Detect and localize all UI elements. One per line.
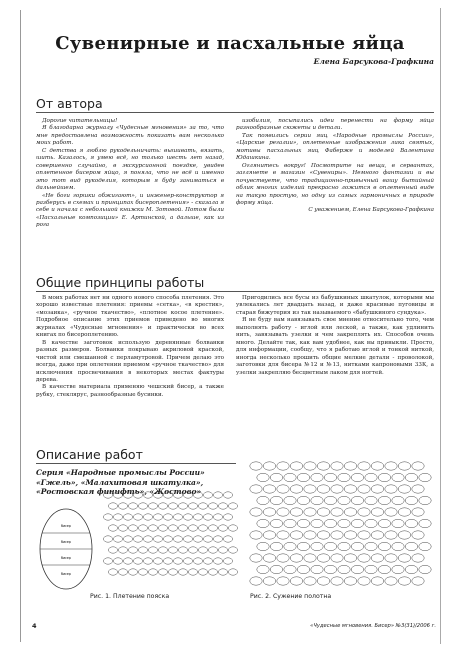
bead bbox=[290, 485, 302, 493]
bead bbox=[250, 577, 262, 585]
bead bbox=[311, 473, 323, 481]
bead bbox=[228, 547, 237, 553]
bead bbox=[213, 536, 222, 542]
bead bbox=[358, 508, 370, 516]
bead bbox=[263, 554, 275, 562]
bead bbox=[178, 525, 187, 531]
bead bbox=[218, 547, 227, 553]
bead bbox=[118, 547, 127, 553]
bead bbox=[331, 508, 343, 516]
bead bbox=[344, 462, 356, 470]
bead bbox=[173, 536, 182, 542]
bead bbox=[284, 542, 296, 550]
bead bbox=[257, 473, 269, 481]
bead bbox=[223, 514, 232, 520]
bead bbox=[257, 496, 269, 504]
bead bbox=[311, 496, 323, 504]
bead bbox=[392, 473, 404, 481]
bead bbox=[193, 558, 202, 564]
bead bbox=[198, 503, 207, 509]
article-title: Сувенирные и пасхальные яйца bbox=[55, 33, 405, 54]
bead bbox=[223, 492, 232, 498]
bead bbox=[203, 514, 212, 520]
paragraph: В качестве материала применяю чешский бисер, а также рубку, стеклярус, разнообразные бусинки. bbox=[36, 384, 224, 398]
bead bbox=[290, 577, 302, 585]
bead bbox=[158, 503, 167, 509]
bead bbox=[378, 565, 390, 573]
bead bbox=[203, 558, 212, 564]
paragraph: В качестве заготовок использую деревянные болванки разных размеров. Болванки покрываю акриловой краской, чистой или смешанной с перламутровой. Причем делаю это всегда, даже при оплетении приемом «ручное ткачество» для исключения просвечивания в некоторых местах фактуры дерева. bbox=[36, 339, 224, 383]
bead bbox=[113, 514, 122, 520]
bead bbox=[173, 492, 182, 498]
bead bbox=[358, 485, 370, 493]
bead bbox=[270, 519, 282, 527]
section-heading-principles: Общие принципы работы bbox=[36, 275, 205, 290]
bead bbox=[392, 496, 404, 504]
bead bbox=[123, 558, 132, 564]
bead bbox=[103, 536, 112, 542]
bead bbox=[398, 485, 410, 493]
paragraph: Так появились серии яиц «Народные промыслы России», «Царские регалии», оплетенные изображения лика святых, мотивы пасхальных яиц Фаберже и моделей Валентина Юдашкина. bbox=[236, 132, 434, 162]
bead bbox=[168, 547, 177, 553]
bead bbox=[208, 525, 217, 531]
bead bbox=[344, 554, 356, 562]
paragraph: С детства я люблю рукодельничать: вышивать, вязать, шить. Казалось, я умею всё, но только шесть лет назад, совершенно случайно, в экскурсионной поездке, увидев оплетенное бисером яйцо, я поняла, что не всё и именно это тот вид рукоделия, которым я буду заниматься в дальнейшем. bbox=[36, 147, 224, 192]
bead bbox=[331, 554, 343, 562]
bead bbox=[344, 577, 356, 585]
bead bbox=[153, 558, 162, 564]
bead bbox=[412, 508, 424, 516]
bead bbox=[128, 547, 137, 553]
bead bbox=[183, 558, 192, 564]
bead bbox=[398, 462, 410, 470]
bead bbox=[297, 496, 309, 504]
bead bbox=[257, 565, 269, 573]
bead bbox=[188, 547, 197, 553]
bead bbox=[183, 536, 192, 542]
bead bbox=[173, 558, 182, 564]
bead bbox=[358, 462, 370, 470]
bead bbox=[213, 492, 222, 498]
bead bbox=[277, 577, 289, 585]
bead bbox=[178, 547, 187, 553]
bead bbox=[344, 485, 356, 493]
bead bbox=[250, 531, 262, 539]
bead bbox=[290, 531, 302, 539]
bead bbox=[193, 536, 202, 542]
bead bbox=[128, 525, 137, 531]
bead bbox=[344, 508, 356, 516]
bead bbox=[297, 519, 309, 527]
bead bbox=[297, 565, 309, 573]
bead bbox=[203, 492, 212, 498]
section-rule bbox=[36, 291, 434, 292]
bead bbox=[317, 508, 329, 516]
bead bbox=[257, 542, 269, 550]
bead bbox=[138, 547, 147, 553]
bead bbox=[338, 542, 350, 550]
bead bbox=[284, 496, 296, 504]
bead bbox=[297, 542, 309, 550]
paragraph: Я не буду вам навязывать свое мнение относительно того, чем выполнять работу - иглой или леской, а также, как удлинить нить, завязывать узелки и чем закреплять их. Способов очень много. Делайте так, как вам удобнее, как вы привыкли. Просто, для информации, сообщу, что я работаю иглой и тонкой ниткой, иногда несколько прошить общие мелкие детали - проволокой, заготовки для бисера №12 и №13, нитками капроновыми 33К, а узелки закрепляю бесцветным лаком для ногтей. bbox=[236, 317, 434, 376]
about-right-column bbox=[236, 118, 434, 215]
bead bbox=[158, 547, 167, 553]
bead bbox=[223, 558, 232, 564]
bead bbox=[123, 492, 132, 498]
bead bbox=[365, 496, 377, 504]
bead bbox=[317, 554, 329, 562]
bead bbox=[284, 473, 296, 481]
bead bbox=[148, 525, 157, 531]
bead bbox=[331, 462, 343, 470]
bead bbox=[344, 531, 356, 539]
egg-label: бисер bbox=[61, 540, 71, 544]
bead bbox=[263, 485, 275, 493]
bead bbox=[304, 462, 316, 470]
paragraph: Я благодарна журналу «Чудесные мгновения» за то, что мне предоставлена возможность показать вам несколько моих работ. bbox=[36, 125, 224, 147]
bead bbox=[138, 503, 147, 509]
bead bbox=[419, 565, 431, 573]
bead bbox=[290, 508, 302, 516]
bead bbox=[392, 565, 404, 573]
bead bbox=[398, 531, 410, 539]
figure-1-caption: Рис. 1. Плетение пояска bbox=[90, 593, 170, 600]
magazine-footer: «Чудесные мгновения. Бисер» №3(31)/2006 г. bbox=[310, 623, 436, 629]
bead bbox=[163, 492, 172, 498]
bead bbox=[419, 473, 431, 481]
bead bbox=[304, 554, 316, 562]
bead bbox=[148, 547, 157, 553]
bead bbox=[371, 462, 383, 470]
bead bbox=[168, 503, 177, 509]
bead bbox=[392, 542, 404, 550]
bead bbox=[277, 531, 289, 539]
bead bbox=[133, 514, 142, 520]
bead bbox=[405, 542, 417, 550]
bead bbox=[270, 542, 282, 550]
bead bbox=[228, 503, 237, 509]
section-heading-about: От автора bbox=[36, 96, 103, 111]
bead bbox=[365, 542, 377, 550]
bead bbox=[351, 473, 363, 481]
bead bbox=[113, 536, 122, 542]
bead bbox=[228, 569, 237, 575]
bead bbox=[218, 569, 227, 575]
bead bbox=[228, 525, 237, 531]
bead bbox=[193, 514, 202, 520]
bead bbox=[143, 492, 152, 498]
bead bbox=[158, 569, 167, 575]
bead bbox=[371, 485, 383, 493]
bead bbox=[277, 554, 289, 562]
bead bbox=[331, 485, 343, 493]
bead bbox=[250, 462, 262, 470]
bead bbox=[419, 496, 431, 504]
bead bbox=[412, 462, 424, 470]
bead bbox=[385, 508, 397, 516]
bead bbox=[419, 542, 431, 550]
bead bbox=[338, 473, 350, 481]
series-title: Серия «Народные промыслы России» «Гжель», «Малахитовая шкатулка», «Ростовская финифть», «Жостово» bbox=[36, 468, 205, 496]
bead bbox=[412, 531, 424, 539]
article-author: Елена Барсукова-Графкина bbox=[313, 57, 434, 66]
principles-left-column bbox=[36, 295, 224, 399]
bead bbox=[118, 569, 127, 575]
bead bbox=[277, 485, 289, 493]
bead bbox=[128, 569, 137, 575]
bead bbox=[263, 462, 275, 470]
paragraph: Оглянитесь вокруг! Посмотрите на вещи, в сервантах, заглянете в магазин «Сувениры». Немного фантазии и вы почувствуете, что традиционно-привычный вашу бытийный облик многих изделий прекрасно ложится в оплетенный виде на такую простую, но одну из самых гармоничных в природе форму яйца. bbox=[236, 162, 434, 206]
bead bbox=[263, 508, 275, 516]
bead bbox=[338, 519, 350, 527]
bead bbox=[188, 569, 197, 575]
bead bbox=[405, 519, 417, 527]
bead bbox=[250, 508, 262, 516]
bead bbox=[331, 577, 343, 585]
bead bbox=[108, 503, 117, 509]
bead bbox=[412, 485, 424, 493]
bead bbox=[351, 496, 363, 504]
bead bbox=[158, 525, 167, 531]
bead bbox=[103, 514, 112, 520]
section-heading-description: Описание работ bbox=[36, 447, 143, 462]
bead bbox=[270, 565, 282, 573]
bead bbox=[208, 569, 217, 575]
page-number: 4 bbox=[32, 622, 37, 630]
bead bbox=[203, 536, 212, 542]
bead bbox=[385, 531, 397, 539]
bead bbox=[257, 519, 269, 527]
bead bbox=[365, 565, 377, 573]
bead bbox=[153, 536, 162, 542]
bead bbox=[213, 558, 222, 564]
bead bbox=[324, 519, 336, 527]
bead bbox=[143, 558, 152, 564]
bead bbox=[178, 569, 187, 575]
bead bbox=[385, 485, 397, 493]
paragraph: изобилия, посыпались идеи перенести на форму яйца разнообразные сюжеты и детали. bbox=[236, 118, 434, 132]
bead bbox=[378, 519, 390, 527]
bead bbox=[123, 536, 132, 542]
bead bbox=[284, 519, 296, 527]
bead bbox=[163, 514, 172, 520]
bead bbox=[223, 536, 232, 542]
principles-right-column bbox=[236, 295, 434, 377]
bead bbox=[148, 569, 157, 575]
bead bbox=[163, 536, 172, 542]
figure-2-caption: Рис. 2. Сужение полотна bbox=[250, 593, 332, 600]
bead bbox=[188, 525, 197, 531]
bead bbox=[153, 514, 162, 520]
bead bbox=[198, 547, 207, 553]
section-rule bbox=[36, 463, 236, 464]
bead bbox=[193, 492, 202, 498]
bead bbox=[138, 569, 147, 575]
bead bbox=[371, 508, 383, 516]
bead bbox=[297, 473, 309, 481]
bead bbox=[133, 558, 142, 564]
bead bbox=[385, 577, 397, 585]
bead bbox=[108, 547, 117, 553]
bead bbox=[304, 485, 316, 493]
bead bbox=[311, 519, 323, 527]
bead bbox=[331, 531, 343, 539]
bead bbox=[378, 496, 390, 504]
bead bbox=[270, 496, 282, 504]
bead bbox=[317, 577, 329, 585]
bead bbox=[143, 514, 152, 520]
bead bbox=[324, 496, 336, 504]
bead bbox=[138, 525, 147, 531]
bead bbox=[103, 558, 112, 564]
bead bbox=[311, 565, 323, 573]
bead bbox=[218, 503, 227, 509]
bead bbox=[412, 554, 424, 562]
egg-label: бисер bbox=[61, 572, 71, 576]
bead bbox=[218, 525, 227, 531]
bead bbox=[392, 519, 404, 527]
bead bbox=[304, 508, 316, 516]
bead bbox=[133, 492, 142, 498]
bead bbox=[385, 462, 397, 470]
paragraph: «Не боги горшки обжигают», и инженер-конструктор я разберусь в схемах и принципах бисероплетения» - сказала я себе и начала с небольшой книжки М. Зотовой. Потом были «Пасхальные композиции» Е. Артинской, а дальше, как из рога bbox=[36, 192, 224, 229]
bead bbox=[133, 536, 142, 542]
bead bbox=[290, 462, 302, 470]
belt-weaving-figure bbox=[100, 487, 240, 587]
paragraph: Пригодились все бусы из бабушкиных шкатулок, которыми мы увлекались лет двадцать назад, и даже красивые пуговицы и старая бижутерия из так называемого «бабушкиного сундука». bbox=[236, 295, 434, 316]
bead bbox=[385, 554, 397, 562]
egg-label: бисер bbox=[61, 556, 71, 560]
bead bbox=[378, 473, 390, 481]
bead bbox=[128, 503, 137, 509]
bead bbox=[371, 554, 383, 562]
bead bbox=[113, 492, 122, 498]
bead bbox=[351, 542, 363, 550]
bead bbox=[208, 547, 217, 553]
bead bbox=[153, 492, 162, 498]
bead bbox=[358, 554, 370, 562]
bead bbox=[398, 508, 410, 516]
bead bbox=[103, 492, 112, 498]
bead bbox=[324, 473, 336, 481]
bead bbox=[351, 519, 363, 527]
bead bbox=[304, 531, 316, 539]
bead bbox=[277, 508, 289, 516]
bead bbox=[358, 577, 370, 585]
egg-label: бисер bbox=[61, 524, 71, 528]
bead bbox=[324, 542, 336, 550]
bead bbox=[208, 503, 217, 509]
left-margin-line bbox=[20, 10, 21, 642]
bead bbox=[378, 542, 390, 550]
paragraph: Дорогие читательницы! bbox=[42, 118, 118, 124]
bead bbox=[270, 473, 282, 481]
bead bbox=[398, 554, 410, 562]
bead bbox=[419, 519, 431, 527]
paragraph: В моих работах нет ни одного нового способа плетения. Это хорошо известные плетения: приемы «сетка», «в крестик», «мозаика», «ручное ткачество», «плотное косое плетение». Подробное описание этих приемов приведено во многих журналах «Чудесные мгновения» и практически во всех книгах по бисероплетению. bbox=[36, 295, 224, 339]
bead bbox=[183, 514, 192, 520]
bead bbox=[338, 496, 350, 504]
bead bbox=[304, 577, 316, 585]
bead bbox=[123, 514, 132, 520]
bead bbox=[198, 525, 207, 531]
bead bbox=[317, 531, 329, 539]
bead bbox=[250, 554, 262, 562]
about-left-column bbox=[36, 118, 224, 230]
egg-diagram bbox=[36, 503, 96, 591]
bead bbox=[188, 503, 197, 509]
narrowing-figure bbox=[248, 458, 436, 592]
bead bbox=[317, 462, 329, 470]
bead bbox=[317, 485, 329, 493]
bead bbox=[263, 577, 275, 585]
bead bbox=[351, 565, 363, 573]
bead bbox=[108, 569, 117, 575]
bead bbox=[371, 577, 383, 585]
bead bbox=[118, 525, 127, 531]
bead bbox=[284, 565, 296, 573]
bead bbox=[338, 565, 350, 573]
bead bbox=[178, 503, 187, 509]
bead bbox=[118, 503, 127, 509]
bead bbox=[143, 536, 152, 542]
bead bbox=[108, 525, 117, 531]
right-margin-line bbox=[440, 8, 441, 644]
bead bbox=[324, 565, 336, 573]
bead bbox=[213, 514, 222, 520]
bead bbox=[371, 531, 383, 539]
bead bbox=[365, 519, 377, 527]
section-rule bbox=[36, 112, 434, 113]
bead bbox=[358, 531, 370, 539]
bead bbox=[198, 569, 207, 575]
bead bbox=[398, 577, 410, 585]
signature: С уважением, Елена Барсукова-Графкина bbox=[308, 207, 434, 214]
bead bbox=[277, 462, 289, 470]
bead bbox=[405, 473, 417, 481]
bead bbox=[365, 473, 377, 481]
bead bbox=[263, 531, 275, 539]
bead bbox=[412, 577, 424, 585]
bead bbox=[405, 496, 417, 504]
bead bbox=[173, 514, 182, 520]
bead bbox=[163, 558, 172, 564]
bead bbox=[405, 565, 417, 573]
bead bbox=[290, 554, 302, 562]
bead bbox=[113, 558, 122, 564]
bead bbox=[168, 569, 177, 575]
bead bbox=[183, 492, 192, 498]
bead bbox=[311, 542, 323, 550]
bead bbox=[168, 525, 177, 531]
bead bbox=[250, 485, 262, 493]
bead bbox=[148, 503, 157, 509]
